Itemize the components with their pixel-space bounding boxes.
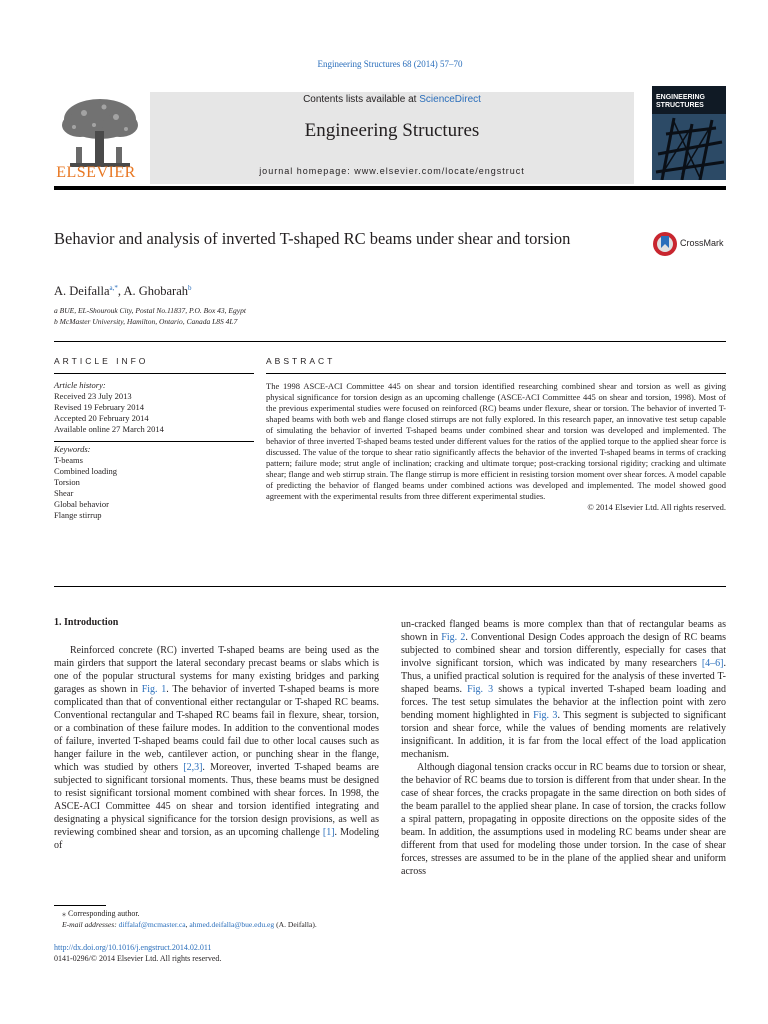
figure-link[interactable]: Fig. 3 — [467, 684, 494, 695]
keyword: Combined loading — [54, 466, 118, 476]
body-text: un-cracked flanged beams is more complex than that of rectangular beams as shown in — [401, 619, 726, 643]
affiliation-a: a BUE, EL-Shourouk City, Postal No.11837, P.O. Box 43, Egypt — [54, 306, 246, 315]
info-divider — [54, 441, 254, 442]
email-label: E-mail addresses: — [62, 920, 119, 929]
body-text: Reinforced concrete (RC) inverted T-shaped beams are being used as the main girders that support the lateral secondary precast beams or slabs which is one of the popular structural systems for many existing bridges and parking garages as shown in — [54, 645, 379, 695]
email-separator: , — [185, 920, 190, 929]
received-date: Received 23 July 2013 — [54, 391, 132, 401]
crossmark-button[interactable] — [652, 230, 742, 260]
email-addresses — [54, 919, 317, 930]
cover-title — [656, 94, 722, 110]
contents-prefix: Contents lists available at — [303, 94, 420, 105]
contents-line — [150, 94, 634, 105]
journal-reference-link[interactable]: Engineering Structures 68 (2014) 57–70 — [317, 59, 463, 69]
keyword: Global behavior — [54, 499, 109, 509]
keyword: Torsion — [54, 477, 80, 487]
body-column-left — [54, 644, 379, 852]
author-name: A. Ghobarah — [123, 284, 189, 299]
issn-line: 0141-0296/© 2014 Elsevier Ltd. All rights reserved. — [54, 954, 222, 963]
body-text: . The behavior of inverted T-shaped beams is more complicated than that of conventional either rectangular or T-shaped RC beams. Conventional rectangular and T-shaped RC beams fail in flexure, shear, torsion, or a combination of these failure modes. In addition to the conventional modes of failure, inverted T-shaped beams could fail due to other local causes such as hanger failure in the web, cantilever action, or punching shear in the flange, which was studied by others — [54, 684, 379, 773]
keywords-label: Keywords: — [54, 444, 91, 454]
section-divider — [54, 586, 726, 587]
abstract-paragraph: The 1998 ASCE-ACI Committee 445 on shear and torsion identified researching combined shear and torsion as well as giving physical significance for torsion design as an upcoming challenge (ASCE-ACI Committee 445 on shear and torsion, 1998). Most of the previous experimental studies were focused on reinforced (RC) beams under flexure, shear or torsion. The behavior of inverted T-shaped beams with both web and flange closed stirrups are not fully explored. In this research paper, an innovative test setup capable of simulating the behavior of inverted T-shaped beams under combined shear and torsion was developed and implemented. The behavior of three inverted T-shaped beams tested under different values for the ratios of the applied torque to the applied shear force is discussed. The value of the torque to shear ratio significantly affects the behavior of the inverted T-shaped beams in terms of cracking pattern; failure mode; strut angle of inclination; cracking and ultimate torque; post-cracking torsional rigidity; cracking and ultimate shear; flange and web stirrup strain. The flange stirrup is more efficient in resisting torsion moment over shear forces. A model capable of predicting the behavior of flanged beams under combined actions was developed and implemented. The model showed good agreement with the experimental results from three different experimental studies. — [266, 381, 726, 501]
email-suffix: (A. Deifalla). — [274, 920, 317, 929]
email-link[interactable]: diffalaf@mcmaster.ca — [118, 920, 186, 929]
abstract-heading: ABSTRACT — [266, 356, 336, 366]
citation-link[interactable]: [1] — [322, 827, 335, 838]
article-info-heading: ARTICLE INFO — [54, 356, 149, 366]
body-paragraph — [401, 618, 726, 761]
copyright-notice: © 2014 Elsevier Ltd. All rights reserved. — [587, 502, 726, 512]
citation-link[interactable]: [2,3] — [183, 762, 203, 773]
author-separator: , — [117, 284, 124, 299]
author-name: A. Deifalla — [54, 284, 110, 299]
author-affiliation-marker[interactable]: a,* — [109, 284, 118, 292]
figure-link[interactable]: Fig. 2 — [441, 632, 466, 643]
accepted-date: Accepted 20 February 2014 — [54, 413, 149, 423]
journal-name: Engineering Structures — [304, 120, 480, 141]
body-text: . Conventional Design Codes approach the design of RC beams subjected to combined shear and torsion differently, especially for cases that involve significant torsion, which was indicated by many researchers — [401, 632, 727, 669]
body-paragraph — [54, 644, 379, 852]
section-heading: 1. Introduction — [54, 617, 119, 628]
body-paragraph: Although diagonal tension cracks occur in RC beams due to torsion or shear, the behavior of RC beams due to torsion is different from that under shear. In the case of shear forces, the cracks propagate in the same direction on both sides of the beam parallel to the applied shear plane. In case of torsion, the cracks follow a spiral pattern, propagating in opposite directions on the opposite sides of the beam. In addition, the assumptions used in modeling RC beams under shear are different from that used for modeling those under torsion. In the case of shear forces, stresses are assumed to be in the plane of the applied shear and uniform across — [401, 762, 726, 877]
figure-link[interactable]: Fig. 3 — [533, 710, 558, 721]
citation-link[interactable]: [4–6] — [701, 658, 724, 669]
abstract-rule — [266, 373, 726, 374]
sciencedirect-link[interactable]: ScienceDirect — [419, 94, 481, 105]
footnote-rule — [54, 905, 106, 906]
cover-title-line-1: ENGINEERING — [656, 94, 706, 101]
cover-title-line-2: STRUCTURES — [656, 102, 704, 109]
header-divider — [54, 186, 726, 190]
article-title: Behavior and analysis of inverted T-shaped RC beams under shear and torsion — [54, 229, 571, 248]
author-list — [54, 284, 192, 299]
body-text: shows a typical inverted T-shaped beam loading and forces. The test setup simulates the behavior at the inflection point with zero bending moment highlighted in — [401, 684, 726, 721]
email-link[interactable]: ahmed.deifalla@bue.edu.eg — [189, 920, 275, 929]
body-text: . Thus, a unified practical solution is required for the analysis of these inverted T-shaped beams. — [401, 658, 726, 695]
figure-link[interactable]: Fig. 1 — [141, 684, 167, 695]
body-text: . Modeling of — [54, 827, 379, 851]
corresponding-author-note: ⁎ Corresponding author. — [62, 909, 140, 918]
crossmark-icon — [652, 230, 678, 260]
info-rule — [54, 373, 254, 374]
publisher-wordmark: ELSEVIER — [56, 164, 136, 181]
doi-link[interactable]: http://dx.doi.org/10.1016/j.engstruct.2014.02.011 — [54, 943, 212, 952]
author-affiliation-marker[interactable]: b — [188, 284, 192, 292]
journal-homepage-link[interactable]: journal homepage: www.elsevier.com/locate/engstruct — [259, 166, 525, 176]
keyword: T-beams — [54, 455, 83, 465]
revised-date: Revised 19 February 2014 — [54, 402, 144, 412]
journal-cover-image — [652, 86, 726, 180]
journal-masthead — [150, 92, 634, 184]
affiliation-b: b McMaster University, Hamilton, Ontario, Canada L8S 4L7 — [54, 317, 238, 326]
body-text: . This segment is subjected to significant torsion and shear force, while the values of bending moments are relatively insignificant. In addition, it is far from the local effect of the load application mechanism. — [401, 710, 726, 760]
history-label: Article history: — [54, 380, 106, 390]
online-date: Available online 27 March 2014 — [54, 424, 164, 434]
section-divider — [54, 341, 726, 342]
keyword: Flange stirrup — [54, 510, 102, 520]
cover-structure-graphic — [652, 114, 726, 180]
keyword: Shear — [54, 488, 74, 498]
body-column-right — [401, 618, 726, 878]
crossmark-label: CrossMark — [680, 238, 724, 248]
article-info — [54, 380, 254, 521]
abstract-body — [266, 381, 726, 513]
body-text: . Moreover, inverted T-shaped beams are subjected to significant torsional moments. Thus, these beams must be designed to resist significant torsional moment combined with shear forces. In 1998, the ASCE-ACI Committee 445 on shear and torsion identified integrating and designating a physical significance for the torsion design provisions, as well as reviewing combined shear and torsion, as an upcoming challenge — [54, 762, 379, 838]
